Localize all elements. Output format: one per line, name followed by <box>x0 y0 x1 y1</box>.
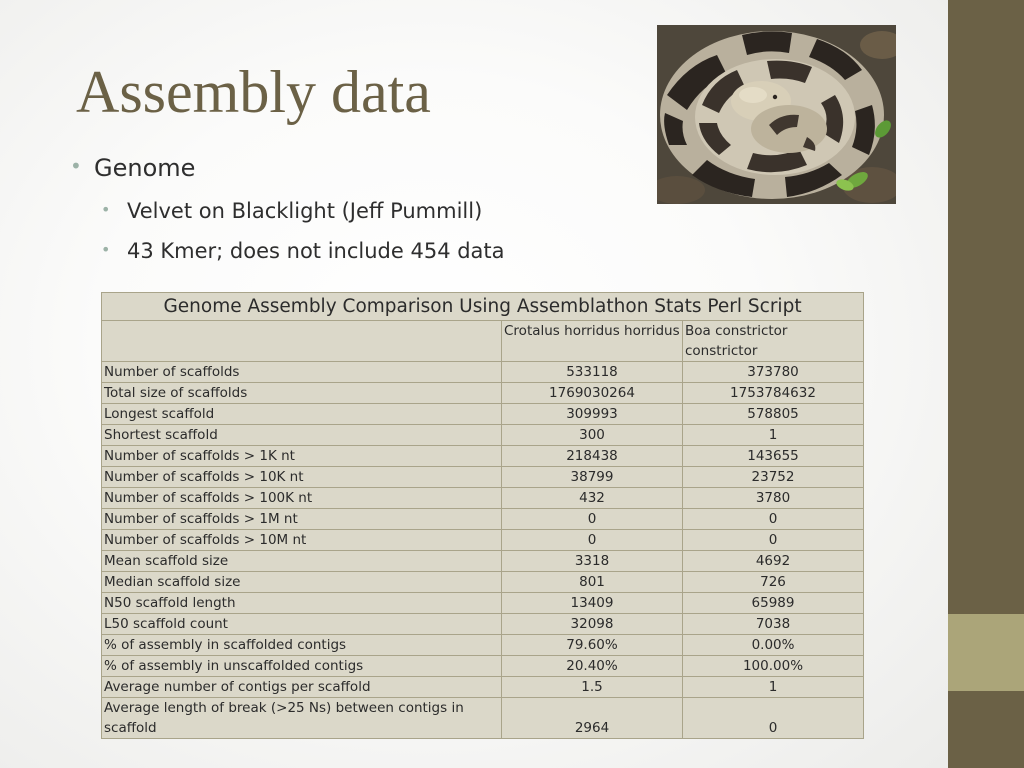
boa-value: 0 <box>683 530 864 551</box>
table-row <box>102 383 864 404</box>
row-label: Number of scaffolds > 1M nt <box>102 509 502 530</box>
bullet-text: 43 Kmer; does not include 454 data <box>127 239 505 263</box>
boa-value: 0 <box>683 509 864 530</box>
table-row <box>102 614 864 635</box>
table-row <box>102 593 864 614</box>
row-label: Number of scaffolds > 10M nt <box>102 530 502 551</box>
table-row <box>102 425 864 446</box>
row-label: L50 scaffold count <box>102 614 502 635</box>
table-caption: Genome Assembly Comparison Using Assemblathon Stats Perl Script <box>102 293 864 321</box>
boa-value: 0 <box>683 698 864 739</box>
table-row <box>102 509 864 530</box>
table-row <box>102 677 864 698</box>
boa-value: 726 <box>683 572 864 593</box>
row-label: Median scaffold size <box>102 572 502 593</box>
rattlesnake-photo <box>657 25 896 204</box>
row-label: Number of scaffolds > 1K nt <box>102 446 502 467</box>
boa-value: 373780 <box>683 362 864 383</box>
header-crotalus: Crotalus horridus horridus <box>502 321 683 362</box>
boa-value: 143655 <box>683 446 864 467</box>
bullet-text: Velvet on Blacklight (Jeff Pummill) <box>127 199 483 223</box>
crotalus-value: 20.40% <box>502 656 683 677</box>
table-row <box>102 572 864 593</box>
bullet-level-2 <box>101 199 483 223</box>
table-row <box>102 446 864 467</box>
row-label: Number of scaffolds > 10K nt <box>102 467 502 488</box>
boa-value: 1753784632 <box>683 383 864 404</box>
row-label: N50 scaffold length <box>102 593 502 614</box>
row-label: Average length of break (>25 Ns) between contigs in scaffold <box>102 698 502 739</box>
header-boa: Boa constrictor constrictor <box>683 321 864 362</box>
crotalus-value: 801 <box>502 572 683 593</box>
boa-value: 0.00% <box>683 635 864 656</box>
crotalus-value: 533118 <box>502 362 683 383</box>
bullet-dot-icon: • <box>70 154 82 178</box>
crotalus-value: 0 <box>502 530 683 551</box>
row-label: Number of scaffolds <box>102 362 502 383</box>
row-label: % of assembly in unscaffolded contigs <box>102 656 502 677</box>
row-label: Longest scaffold <box>102 404 502 425</box>
bullet-text: Genome <box>94 154 196 182</box>
boa-value: 100.00% <box>683 656 864 677</box>
table-header-row <box>102 321 864 362</box>
boa-value: 4692 <box>683 551 864 572</box>
slide-title: Assembly data <box>76 59 431 125</box>
table-body <box>102 293 864 739</box>
boa-value: 7038 <box>683 614 864 635</box>
table-row <box>102 362 864 383</box>
crotalus-value: 300 <box>502 425 683 446</box>
boa-value: 1 <box>683 425 864 446</box>
crotalus-value: 1769030264 <box>502 383 683 404</box>
bullet-level-2 <box>101 239 505 263</box>
row-label: Total size of scaffolds <box>102 383 502 404</box>
table-row <box>102 551 864 572</box>
row-label: Average number of contigs per scaffold <box>102 677 502 698</box>
row-label: Mean scaffold size <box>102 551 502 572</box>
bullet-dot-icon: • <box>101 240 111 259</box>
crotalus-value: 0 <box>502 509 683 530</box>
table-row <box>102 530 864 551</box>
crotalus-value: 2964 <box>502 698 683 739</box>
crotalus-value: 38799 <box>502 467 683 488</box>
bullet-dot-icon: • <box>101 200 111 219</box>
crotalus-value: 13409 <box>502 593 683 614</box>
table-caption-row <box>102 293 864 321</box>
table-row <box>102 467 864 488</box>
header-blank-cell <box>102 321 502 362</box>
crotalus-value: 218438 <box>502 446 683 467</box>
crotalus-value: 79.60% <box>502 635 683 656</box>
sidebar-accent-block <box>948 614 1024 691</box>
crotalus-value: 309993 <box>502 404 683 425</box>
table-row <box>102 404 864 425</box>
crotalus-value: 3318 <box>502 551 683 572</box>
crotalus-value: 32098 <box>502 614 683 635</box>
row-label: % of assembly in scaffolded contigs <box>102 635 502 656</box>
crotalus-value: 1.5 <box>502 677 683 698</box>
assembly-comparison-table <box>101 292 864 739</box>
table-row <box>102 698 864 739</box>
row-label: Shortest scaffold <box>102 425 502 446</box>
row-label: Number of scaffolds > 100K nt <box>102 488 502 509</box>
table-row <box>102 488 864 509</box>
table-row <box>102 635 864 656</box>
bullet-level-1 <box>70 154 196 182</box>
crotalus-value: 432 <box>502 488 683 509</box>
boa-value: 65989 <box>683 593 864 614</box>
boa-value: 578805 <box>683 404 864 425</box>
boa-value: 3780 <box>683 488 864 509</box>
table-row <box>102 656 864 677</box>
boa-value: 23752 <box>683 467 864 488</box>
boa-value: 1 <box>683 677 864 698</box>
